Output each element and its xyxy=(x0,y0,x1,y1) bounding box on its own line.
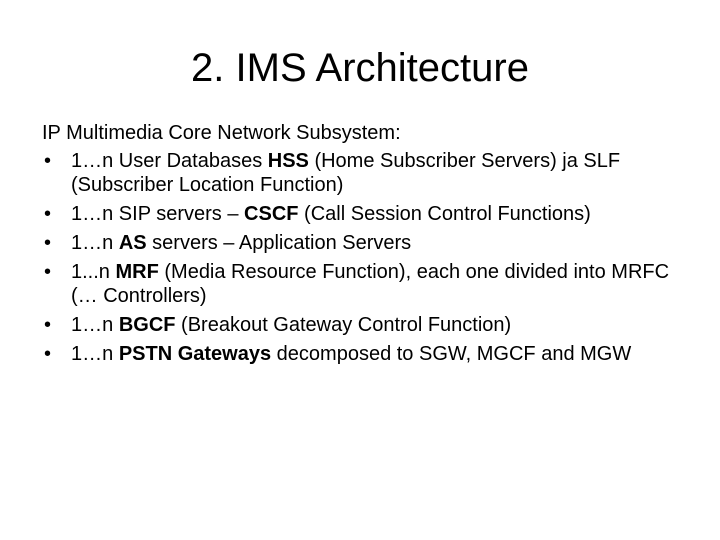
bullet-item-hss xyxy=(42,149,692,197)
bullet-item-cscf xyxy=(42,202,692,226)
bullet-dot-icon: • xyxy=(44,150,52,172)
bullet-item-mrf xyxy=(42,260,692,308)
bullet-term: HSS xyxy=(267,150,309,172)
bullet-dot-icon: • xyxy=(44,343,52,365)
bullet-text: (Breakout Gateway Control Function) xyxy=(175,314,512,336)
bullet-text: (Call Session Control Functions) xyxy=(298,203,591,225)
bullet-term: BGCF xyxy=(118,314,176,336)
bullet-text: 1...n xyxy=(71,261,116,283)
bullet-text: 1…n User Databases xyxy=(71,150,268,172)
bullet-text: (Home Subscriber Servers) ja SLF (Subscriber Location Function) xyxy=(71,150,621,196)
bullet-text: 1…n xyxy=(71,314,119,336)
bullet-term: MRF xyxy=(115,261,159,283)
bullet-text: servers – Application Servers xyxy=(146,232,412,254)
bullet-text: 1…n xyxy=(71,232,119,254)
bullet-text: 1…n xyxy=(71,343,119,365)
bullet-text: decomposed to SGW, MGCF and MGW xyxy=(271,343,632,365)
bullet-item-pstn-gateways xyxy=(42,342,692,366)
bullet-dot-icon: • xyxy=(44,314,52,336)
bullet-item-bgcf xyxy=(42,313,692,337)
bullet-term: AS xyxy=(118,232,147,254)
slide-title: 2. IMS Architecture xyxy=(191,46,529,90)
bullet-item-as xyxy=(42,231,692,255)
intro-text: IP Multimedia Core Network Subsystem: xyxy=(42,122,401,144)
bullet-term: CSCF xyxy=(244,203,299,225)
bullet-dot-icon: • xyxy=(44,261,52,283)
bullet-text: 1…n SIP servers – xyxy=(71,203,245,225)
bullet-term: PSTN Gateways xyxy=(118,343,272,365)
bullet-list xyxy=(42,149,692,366)
bullet-dot-icon: • xyxy=(44,203,52,225)
bullet-dot-icon: • xyxy=(44,232,52,254)
bullet-text: (Media Resource Function), each one divided into MRFC (… Controllers) xyxy=(71,261,670,307)
slide-body xyxy=(42,121,692,371)
